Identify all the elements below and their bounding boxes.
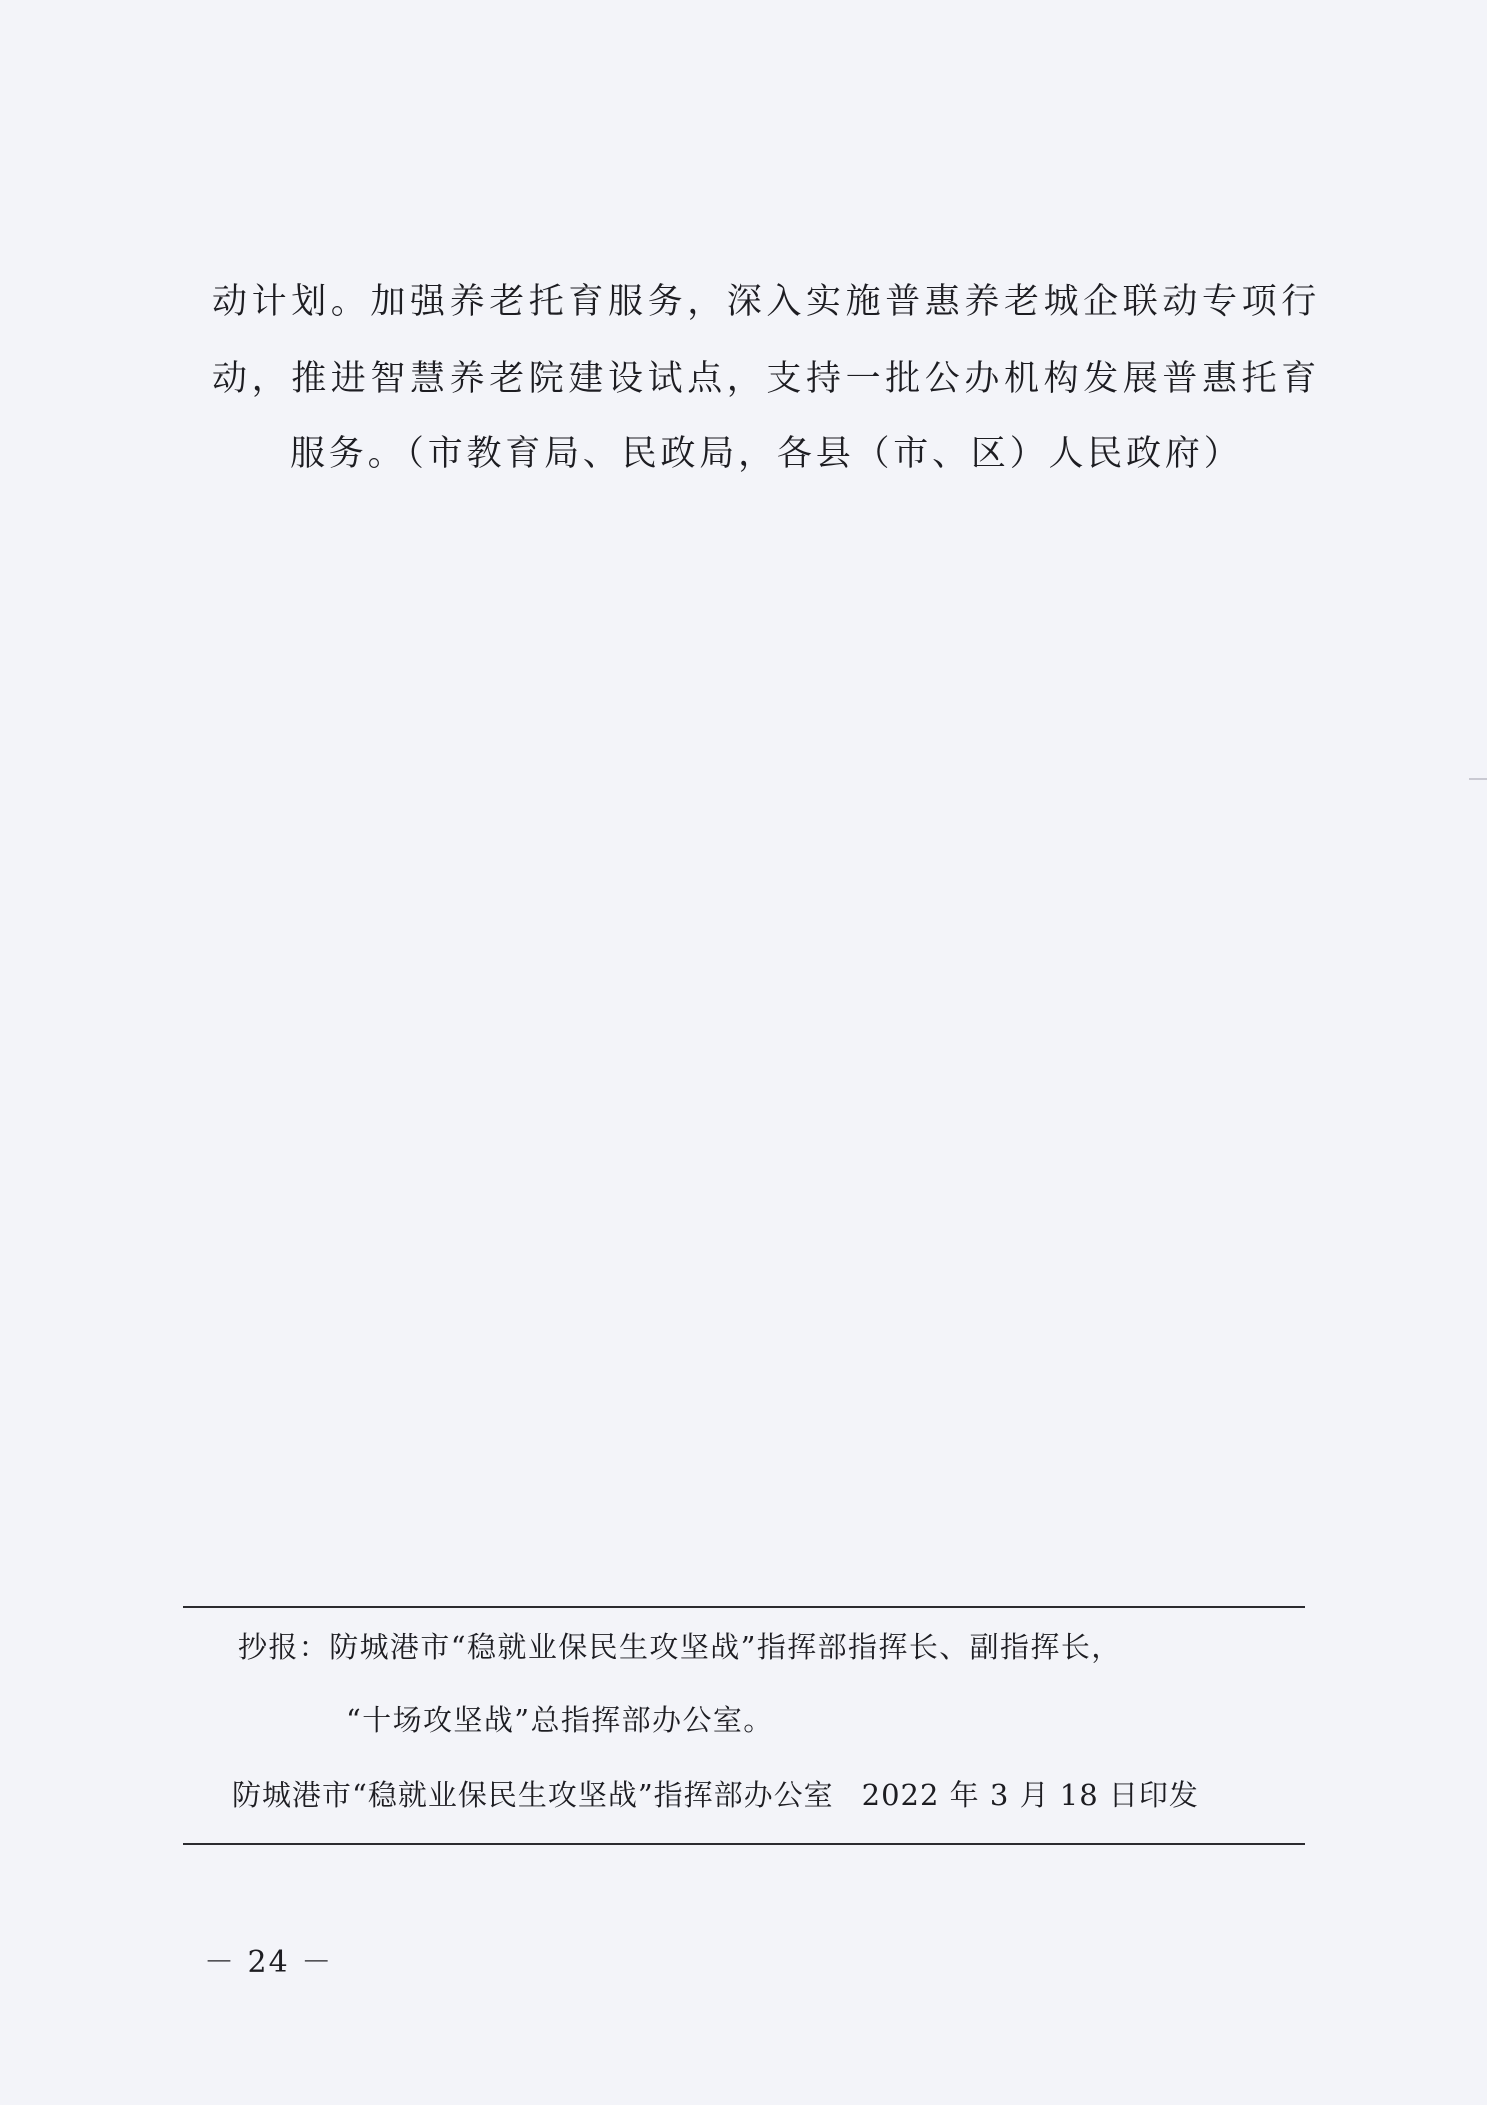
cc-recipients-line-2: “十场攻坚战”总指挥部办公室。 bbox=[346, 1703, 774, 1737]
page-number: － 24 － bbox=[204, 1945, 334, 1980]
cc-recipients-line-1: 抄报：防城港市“稳就业保民生攻坚战”指挥部指挥长、副指挥长， bbox=[238, 1630, 1122, 1664]
body-text-line-2: 动，推进智慧养老院建设试点，支持一批公办机构发展普惠托育 bbox=[212, 359, 1321, 399]
footer-top-rule bbox=[183, 1606, 1305, 1608]
body-text-line-1: 动计划。加强养老托育服务，深入实施普惠养老城企联动专项行 bbox=[212, 282, 1321, 322]
issuer-line bbox=[232, 1776, 1199, 1814]
footer-bottom-rule bbox=[183, 1843, 1305, 1845]
body-text-line-3: 服务。（市教育局、民政局，各县（市、区）人民政府） bbox=[290, 434, 1243, 474]
scan-edge-mark bbox=[1469, 778, 1487, 780]
issue-date: 2022 年 3 月 18 日印发 bbox=[861, 1778, 1199, 1812]
issuer-name: 防城港市“稳就业保民生攻坚战”指挥部办公室 bbox=[232, 1778, 834, 1812]
